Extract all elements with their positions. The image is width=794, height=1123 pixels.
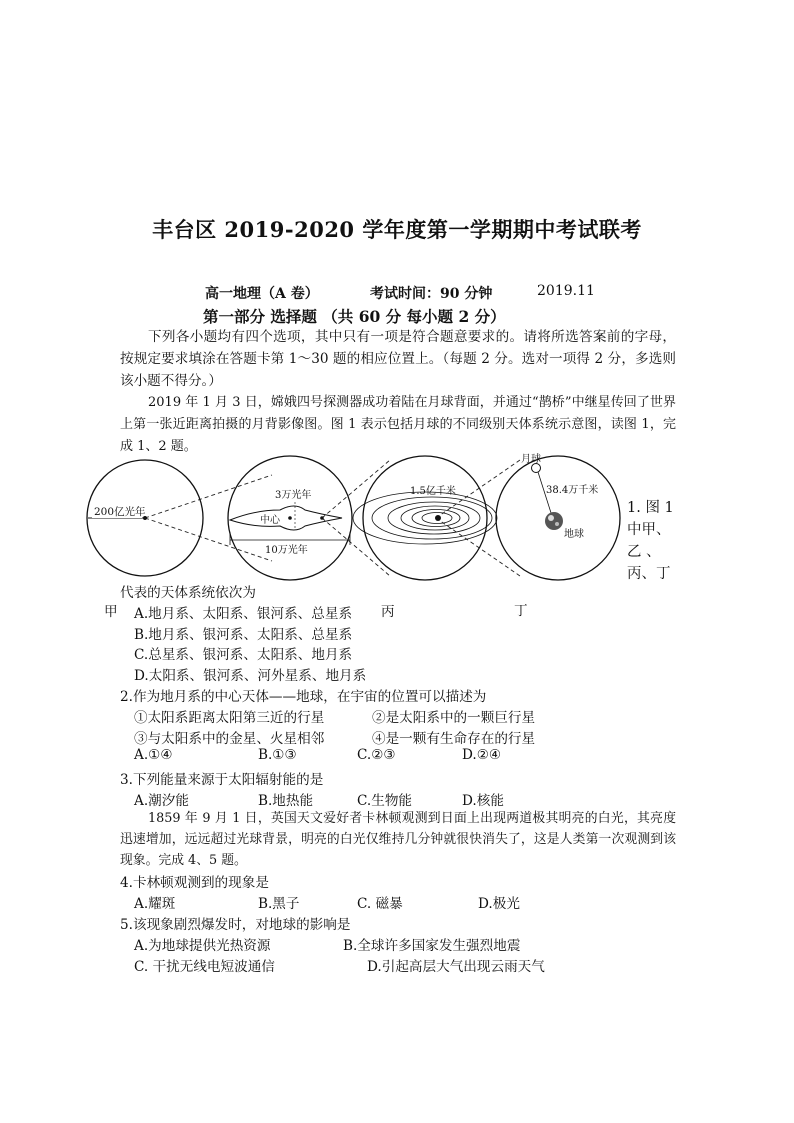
q1-option: A.地月系、太阳系、银河系、总星系 [134,602,352,622]
galaxy-shape [230,506,342,530]
q3-option: D.核能 [462,793,504,809]
exam-title: 丰台区 2019-2020 学年度第一学期期中考试联考 [152,217,642,242]
q4-option: A.耀斑 [134,896,176,912]
universe-scale-label: 200亿光年 [94,506,146,518]
q1-stem: 代表的天体系统依次为 [120,585,256,601]
connector-line [322,518,390,576]
circle-bing [363,456,487,580]
q3-stem: 3.下列能量来源于太阳辐射能的是 [120,772,324,788]
connector-line [436,518,520,576]
subject-label: 高一地理（A 卷） [205,286,319,302]
part-heading: 第一部分 选择题 （共 60 分 每小题 2 分） [203,307,506,326]
q3-option: A.潮汐能 [134,793,189,809]
q1-side-line: 中甲、 [627,522,671,538]
q4-option: B.黑子 [258,896,300,912]
label-ding: 丁 [514,603,528,619]
q4-option: C. 磁暴 [357,896,403,912]
exam-date: 2019.11 [537,283,595,299]
q2-item: ①太阳系距离太阳第三近的行星 [134,710,325,726]
passage-2: 1859 年 9 月 1 日，英国天文爱好者卡林顿观测到日面上出现两道极其明亮的白光，其亮度迅速增加，远远超过光球背景，明亮的白光仅维持几分钟就很快消失了，这是人类第一次观测到该现象。完成 4、5 题。 [120,811,676,868]
sun-dot [435,515,441,521]
q2-option: B.①③ [258,747,297,763]
earth [545,512,563,530]
q4-stem: 4.卡林顿观测到的现象是 [120,875,269,891]
q2-item: ②是太阳系中的一颗巨行星 [372,710,536,726]
moon-label: 月球 [521,454,541,465]
instructions: 下列各小题均有四个选项，其中只有一项是符合题意要求的。请将所选答案前的字母，按规定要求填涂在答题卡第 1～30 题的相应位置上。（每题 2 分。选对一项得 2 分，多选则该小题不得分。） [120,329,676,389]
galaxy-center-label: 中心 [260,515,280,526]
q2-option: C.②③ [357,747,396,763]
q1-option: D.太阳系、银河系、河外星系、地月系 [134,668,367,684]
solar-orbit [353,492,497,544]
earth-label: 地球 [564,529,584,540]
q5-option: D.引起高层大气出现云雨天气 [367,959,545,975]
label-jia: 甲 [104,604,118,620]
q4-option: D.极光 [478,896,520,912]
connector-line [145,518,272,561]
q1-side-line: 乙 、 [627,544,661,560]
q2-option: A.①④ [134,747,173,763]
q2-option: D.②④ [462,747,502,763]
q2-stem: 2.作为地月系的中心天体——地球，在宇宙的位置可以描述为 [120,689,487,705]
q1-option: B.地月系、银河系、太阳系、总星系 [134,627,353,643]
solar-orbit [388,502,480,534]
connector-line [322,460,390,518]
passage-1: 2019 年 1 月 3 日，嫦娥四号探测器成功着陆在月球背面，并通过“鹊桥”中继星传回了世界上第一张近距离拍摄的月背影像图。图 1 表示包括月球的不同级别天体系统示意图，读图 1，完成 1、2 题。 [120,395,676,454]
q1-side-line: 丙、丁 [627,566,671,582]
galaxy-thickness-label: 3万光年 [275,490,312,501]
q3-option: C.生物能 [357,793,413,809]
earth-moon-distance-label: 38.4万千米 [546,485,599,496]
exam-time: 考试时间：90 分钟 [370,286,493,302]
q5-option: A.为地球提供光热资源 [134,938,271,954]
solar-distance-label: 1.5亿千米 [410,486,456,497]
q2-item: ③与太阳系中的金星、火星相邻 [134,731,325,747]
q1-option: C.总星系、银河系、太阳系、地月系 [134,647,353,663]
solar-orbit [372,497,492,539]
connector-line [145,475,272,518]
label-bing: 丙 [381,604,395,620]
q3-option: B.地热能 [258,793,314,809]
q5-option: C. 干扰无线电短波通信 [134,959,275,975]
q5-option: B.全球许多国家发生强烈地震 [343,938,521,954]
q2-item: ④是一颗有生命存在的行星 [372,731,536,747]
q5-stem: 5.该现象剧烈爆发时，对地球的影响是 [120,917,351,933]
q1-side-line: 1. 图 1 [627,500,674,516]
galaxy-diameter-label: 10万光年 [265,545,308,556]
